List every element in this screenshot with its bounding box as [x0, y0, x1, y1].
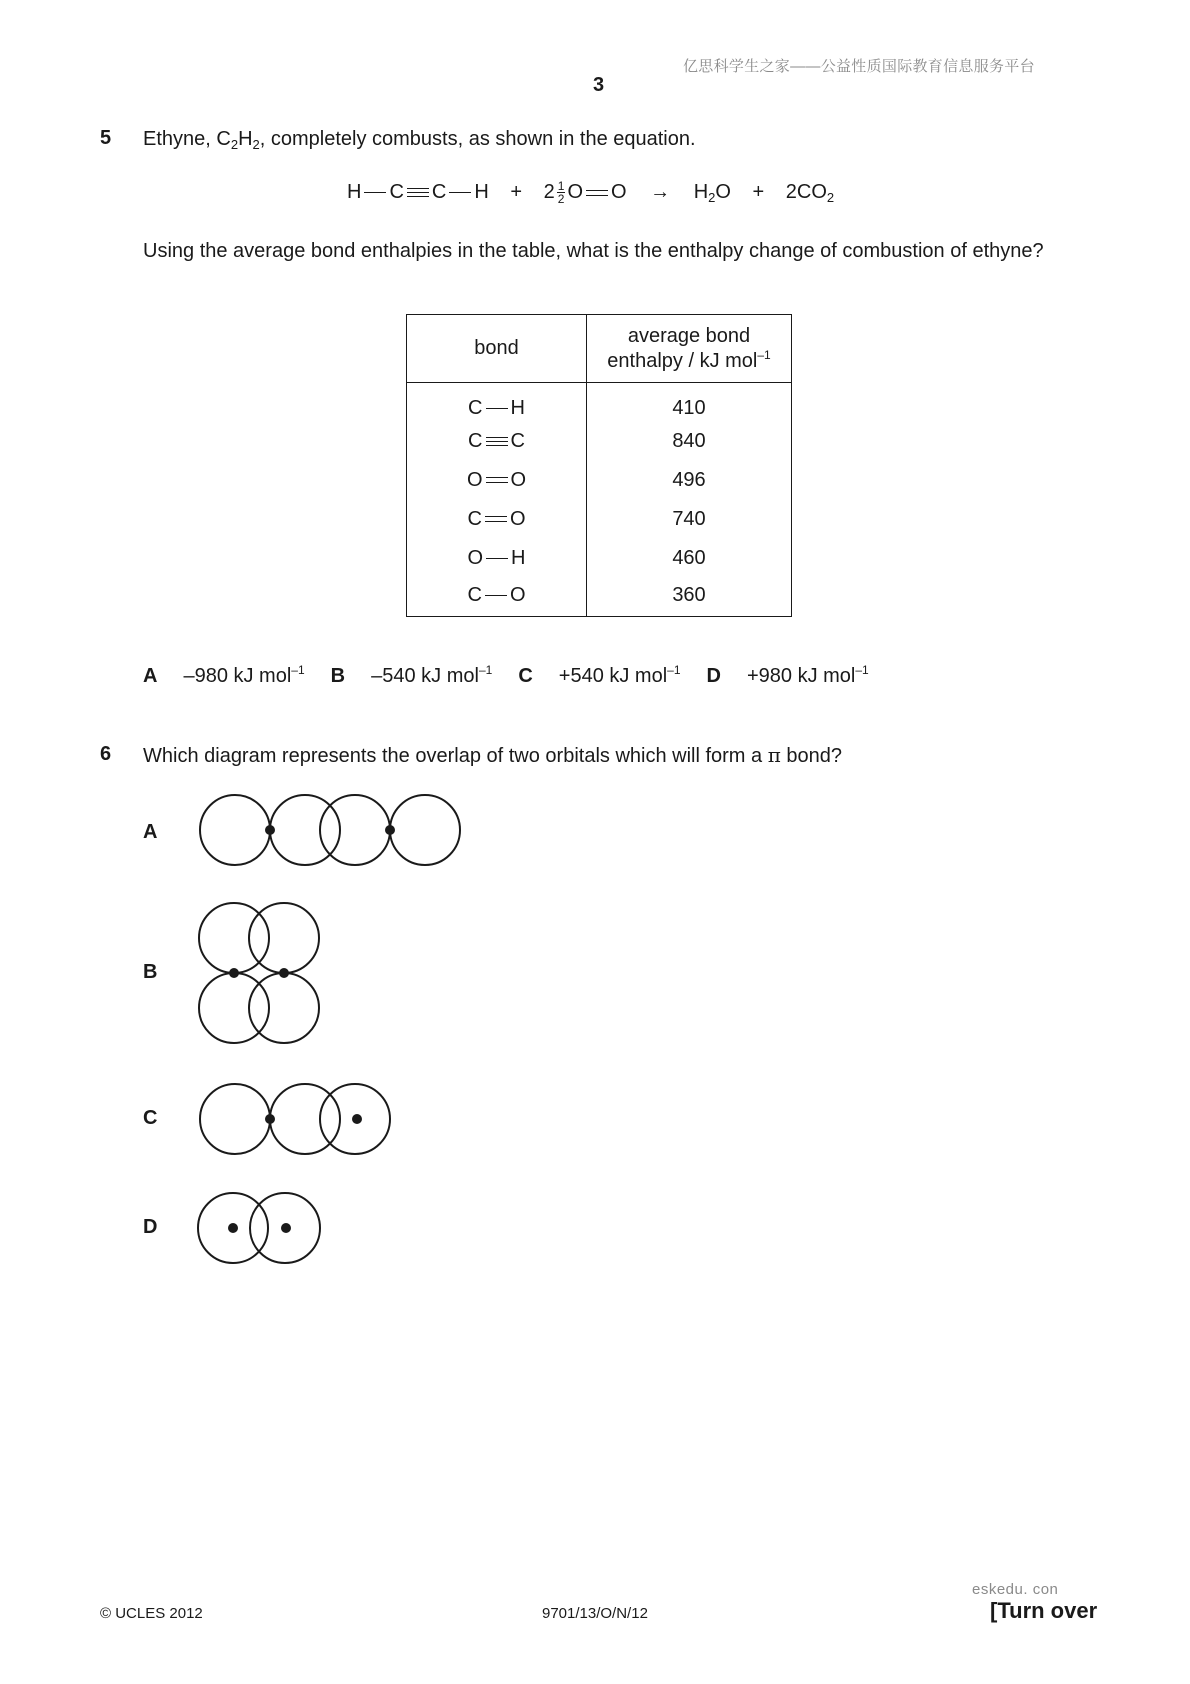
question-6-text: Which diagram represents the overlap of two orbitals which will form a π bond? [143, 743, 843, 767]
copyright: © UCLES 2012 [100, 1605, 203, 1622]
orbital-lobe [200, 795, 270, 865]
enthalpy-value: 460 [587, 539, 792, 578]
bond-cell: O H [407, 539, 587, 578]
paper-code: 9701/13/O/N/12 [542, 1605, 648, 1622]
nucleus-dot [228, 1223, 238, 1233]
bond-cell: C O [407, 578, 587, 617]
option-b-letter: B [330, 665, 346, 687]
orbital-diagram-a [200, 795, 460, 865]
diagram-d-label: D [143, 1216, 158, 1238]
orbital-lobe [390, 795, 460, 865]
enthalpy-value: 496 [587, 461, 792, 500]
bond-cell: C C [407, 422, 587, 461]
orbital-lobe [249, 903, 319, 973]
option-c-letter: C [518, 665, 533, 687]
half-fraction: $\frac{1}{2}$ [557, 179, 565, 206]
enthalpy-value: 360 [587, 578, 792, 617]
bond-cell: O O [407, 461, 587, 500]
diagram-b-label: B [143, 961, 158, 983]
orbital-diagram-d [198, 1193, 320, 1263]
nucleus-dot [281, 1223, 291, 1233]
diagram-c-label: C [143, 1107, 158, 1129]
option-d-value: +980 kJ mol$^{-1}$ [746, 663, 869, 687]
orbital-diagram-b [199, 903, 319, 1043]
question-5-number: 5 [100, 127, 112, 149]
combustion-equation: H C C H + 2 $\frac{1}{2}$ O $O \to H_2O + 2CO_2$ [347, 179, 835, 206]
nucleus-dot [265, 1114, 275, 1124]
footer-watermark: eskedu. con [972, 1581, 1059, 1598]
nucleus-dot [265, 825, 275, 835]
option-c-value: +540 kJ mol$^{-1}$ [558, 663, 681, 687]
option-d-letter: D [706, 665, 721, 687]
header-watermark: 亿思科学生之家——公益性质国际教育信息服务平台 [683, 58, 1035, 75]
orbital-lobe [200, 1084, 270, 1154]
diagram-a-label: A [143, 821, 158, 843]
header-enthalpy: average bond enthalpy / kJ mol$^{-1}$ [587, 315, 792, 383]
question-5-text: Using the average bond enthalpies in the table, what is the enthalpy change of combustion of ethyne? [143, 240, 1044, 262]
nucleus-dot [279, 968, 289, 978]
orbital-lobe [320, 795, 390, 865]
bond-cell: C O [407, 500, 587, 539]
nucleus-dot [229, 968, 239, 978]
orbital-lobe [249, 973, 319, 1043]
enthalpy-value: 840 [587, 422, 792, 461]
header-bond: bond [407, 315, 587, 383]
question-6-number: 6 [100, 743, 112, 765]
option-b-value: –540 kJ mol$^{-1}$ [371, 663, 493, 687]
enthalpy-value: 410 [587, 383, 792, 422]
nucleus-dot [385, 825, 395, 835]
turn-over: [Turn over [990, 1598, 1098, 1623]
page-number: 3 [593, 74, 605, 96]
enthalpy-value: 740 [587, 500, 792, 539]
option-a-value: –980 kJ mol$^{-1}$ [183, 663, 305, 687]
bond-cell: C H [407, 383, 587, 422]
option-a-letter: A [143, 665, 158, 687]
question-5-intro: Ethyne, $C_2H_2$, completely combusts, as shown in the equation. [143, 128, 696, 152]
nucleus-dot [352, 1114, 362, 1124]
